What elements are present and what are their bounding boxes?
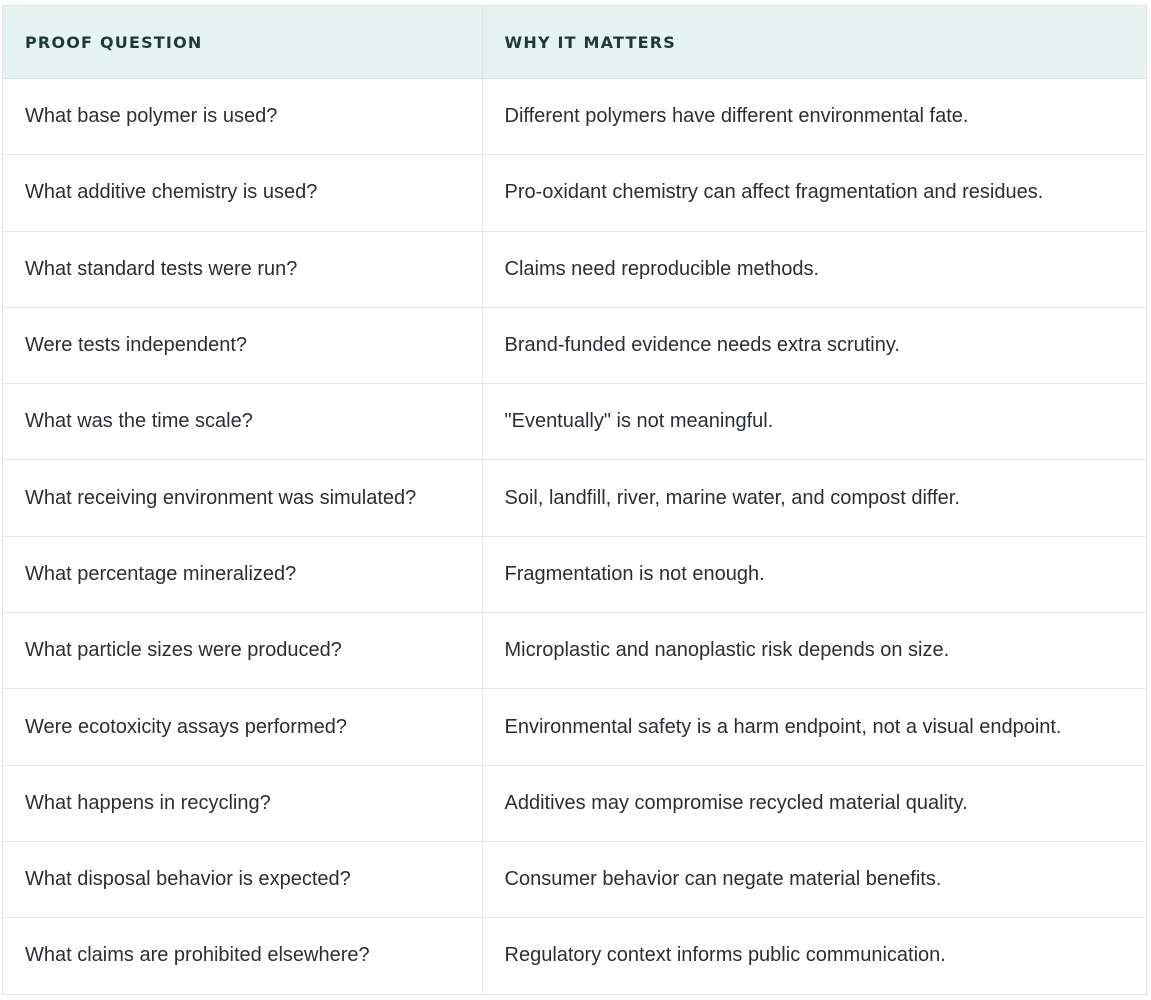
table-body <box>3 79 1146 994</box>
cell-why: Pro-oxidant chemistry can affect fragmentation and residues. <box>482 155 1146 231</box>
cell-question: What receiving environment was simulated? <box>3 460 482 536</box>
table-row <box>3 460 1146 536</box>
cell-question: What was the time scale? <box>3 384 482 460</box>
cell-why: Different polymers have different environmental fate. <box>482 79 1146 155</box>
table-row <box>3 765 1146 841</box>
table-row <box>3 841 1146 917</box>
header-proof-question: PROOF QUESTION <box>3 6 482 79</box>
table-row <box>3 613 1146 689</box>
cell-question: What additive chemistry is used? <box>3 155 482 231</box>
cell-why: Regulatory context informs public communication. <box>482 918 1146 994</box>
header-row <box>3 6 1146 79</box>
table-row <box>3 689 1146 765</box>
proof-questions-table <box>2 5 1147 995</box>
cell-why: Soil, landfill, river, marine water, and compost differ. <box>482 460 1146 536</box>
proof-table <box>3 6 1146 994</box>
cell-question: Were ecotoxicity assays performed? <box>3 689 482 765</box>
header-why-it-matters: WHY IT MATTERS <box>482 6 1146 79</box>
cell-question: What standard tests were run? <box>3 231 482 307</box>
cell-question: Were tests independent? <box>3 307 482 383</box>
cell-question: What percentage mineralized? <box>3 536 482 612</box>
cell-why: Claims need reproducible methods. <box>482 231 1146 307</box>
cell-why: Environmental safety is a harm endpoint, not a visual endpoint. <box>482 689 1146 765</box>
table-row <box>3 307 1146 383</box>
table-row <box>3 79 1146 155</box>
table-row <box>3 384 1146 460</box>
cell-question: What particle sizes were produced? <box>3 613 482 689</box>
cell-why: Brand-funded evidence needs extra scrutiny. <box>482 307 1146 383</box>
cell-question: What happens in recycling? <box>3 765 482 841</box>
cell-why: Fragmentation is not enough. <box>482 536 1146 612</box>
cell-question: What disposal behavior is expected? <box>3 841 482 917</box>
cell-question: What claims are prohibited elsewhere? <box>25 944 370 967</box>
cell-why: "Eventually" is not meaningful. <box>482 384 1146 460</box>
table-header <box>3 6 1146 79</box>
cell-why: Microplastic and nanoplastic risk depends on size. <box>482 613 1146 689</box>
cell-why: Consumer behavior can negate material benefits. <box>482 841 1146 917</box>
table-row <box>3 918 1146 994</box>
cell-why: Additives may compromise recycled material quality. <box>482 765 1146 841</box>
table-row <box>3 231 1146 307</box>
table-row <box>3 155 1146 231</box>
table-row <box>3 536 1146 612</box>
cell-question: What base polymer is used? <box>3 79 482 155</box>
